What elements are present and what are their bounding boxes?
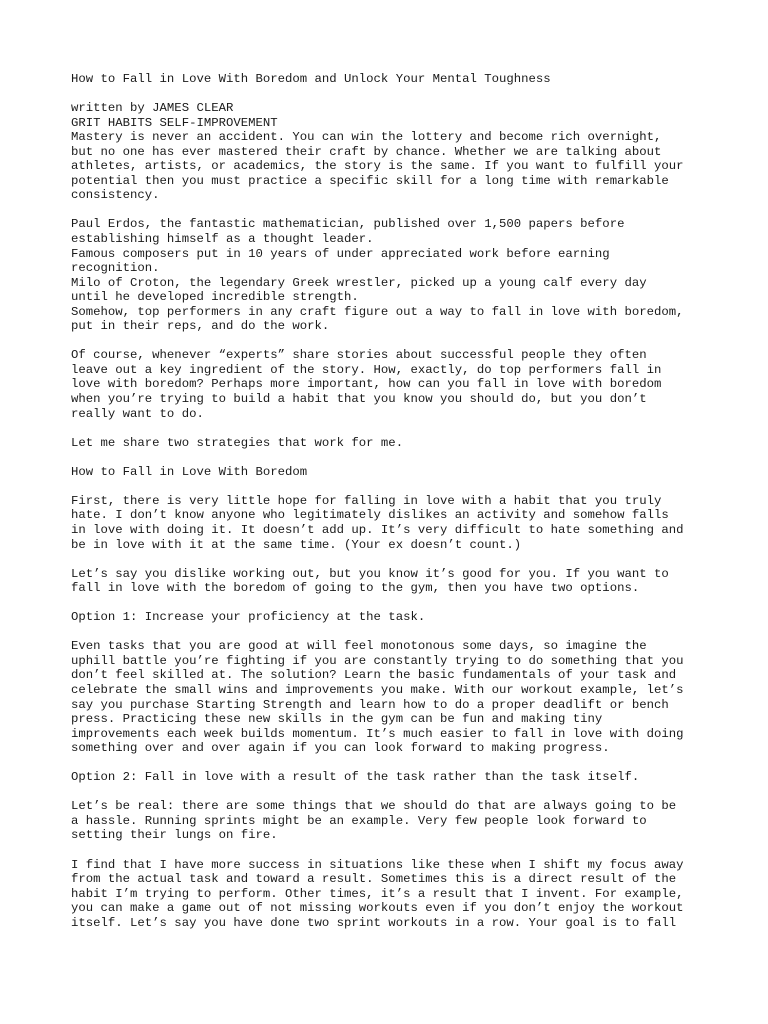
text-line: Somehow, top performers in any craft figure out a way to fall in love with boredom, (71, 304, 684, 319)
blank-line (71, 334, 711, 349)
text-line: something over and over again if you can look forward to making progress. (71, 741, 610, 756)
blank-line (71, 87, 711, 102)
text-line: First, there is very little hope for falling in love with a habit that you truly (71, 493, 662, 508)
author-byline: written by JAMES CLEAR (71, 101, 234, 116)
article-title: How to Fall in Love With Boredom and Unlock Your Mental Toughness (71, 72, 551, 86)
blank-line (71, 450, 711, 465)
text-line: put in their reps, and do the work. (71, 319, 330, 334)
text-line: Famous composers put in 10 years of under appreciated work before earning (71, 246, 610, 261)
text-line: leave out a key ingredient of the story. How, exactly, do top performers fall in (71, 362, 662, 377)
text-line: Of course, whenever “experts” share stories about successful people they often (71, 348, 647, 363)
text-line: but no one has ever mastered their craft by chance. Whether we are talking about (71, 144, 662, 159)
text-line: Let’s say you dislike working out, but you know it’s good for you. If you want to (71, 566, 669, 581)
text-line: itself. Let’s say you have done two sprint workouts in a row. Your goal is to fall (71, 915, 677, 930)
blank-line (71, 756, 711, 771)
text-line: press. Practicing these new skills in the gym can be fun and making tiny (71, 712, 603, 727)
blank-line (71, 596, 711, 611)
text-line: in love with doing it. It doesn’t add up. It’s very difficult to hate something and (71, 522, 684, 537)
category-tags: GRIT HABITS SELF-IMPROVEMENT (71, 115, 278, 130)
text-line: setting their lungs on fire. (71, 828, 278, 843)
text-line: until he developed incredible strength. (71, 290, 359, 305)
text-line: Mastery is never an accident. You can win the lottery and become rich overnight, (71, 130, 662, 145)
text-line: Let’s be real: there are some things that we should do that are always going to be (71, 799, 677, 814)
text-line: habit I’m trying to perform. Other times, it’s a result that I invent. For example, (71, 886, 684, 901)
text-line: you can make a game out of not missing workouts even if you don’t enjoy the workout (71, 901, 684, 916)
text-line: Let me share two strategies that work for me. (71, 435, 404, 450)
section-heading: How to Fall in Love With Boredom (71, 464, 308, 479)
text-line: improvements each week builds momentum. It’s much easier to fall in love with doing (71, 726, 684, 741)
blank-line (71, 785, 711, 800)
blank-line (71, 479, 711, 494)
text-line: a hassle. Running sprints might be an example. Very few people look forward to (71, 813, 647, 828)
option-heading: Option 2: Fall in love with a result of the task rather than the task itself. (71, 770, 640, 785)
text-line: establishing himself as a thought leader. (71, 232, 374, 247)
blank-line (71, 552, 711, 567)
text-line: athletes, artists, or academics, the story is the same. If you want to fulfill your (71, 159, 684, 174)
text-line: love with boredom? Perhaps more important, how can you fall in love with boredom (71, 377, 662, 392)
option-heading: Option 1: Increase your proficiency at the task. (71, 610, 426, 625)
text-line: from the actual task and toward a result. Sometimes this is a direct result of the (71, 872, 677, 887)
text-line: Even tasks that you are good at will feel monotonous some days, so imagine the (71, 639, 647, 654)
text-line: recognition. (71, 261, 160, 276)
blank-line (71, 625, 711, 640)
text-line: uphill battle you’re fighting if you are constantly trying to do something that you (71, 653, 684, 668)
text-line: Milo of Croton, the legendary Greek wrestler, picked up a young calf every day (71, 275, 647, 290)
text-line: when you’re trying to build a habit that you know you should do, but you don’t (71, 392, 647, 407)
blank-line (71, 843, 711, 858)
blank-line (71, 203, 711, 218)
text-line: don’t feel skilled at. The solution? Learn the basic fundamentals of your task and (71, 668, 677, 683)
text-line: Paul Erdos, the fantastic mathematician, published over 1,500 papers before (71, 217, 625, 232)
text-line: hate. I don’t know anyone who legitimately dislikes an activity and somehow falls (71, 508, 669, 523)
text-line: celebrate the small wins and improvements you make. With our workout example, let’s (71, 682, 684, 697)
text-line: I find that I have more success in situations like these when I shift my focus away (71, 857, 684, 872)
document-page (71, 72, 711, 930)
text-line: potential then you must practice a specific skill for a long time with remarkable (71, 173, 669, 188)
text-line: consistency. (71, 188, 160, 203)
text-line: be in love with it at the same time. (Your ex doesn’t count.) (71, 537, 522, 552)
blank-line (71, 421, 711, 436)
text-line: fall in love with the boredom of going to the gym, then you have two options. (71, 581, 640, 596)
text-line: really want to do. (71, 406, 204, 421)
text-line: say you purchase Starting Strength and learn how to do a proper deadlift or bench (71, 697, 669, 712)
